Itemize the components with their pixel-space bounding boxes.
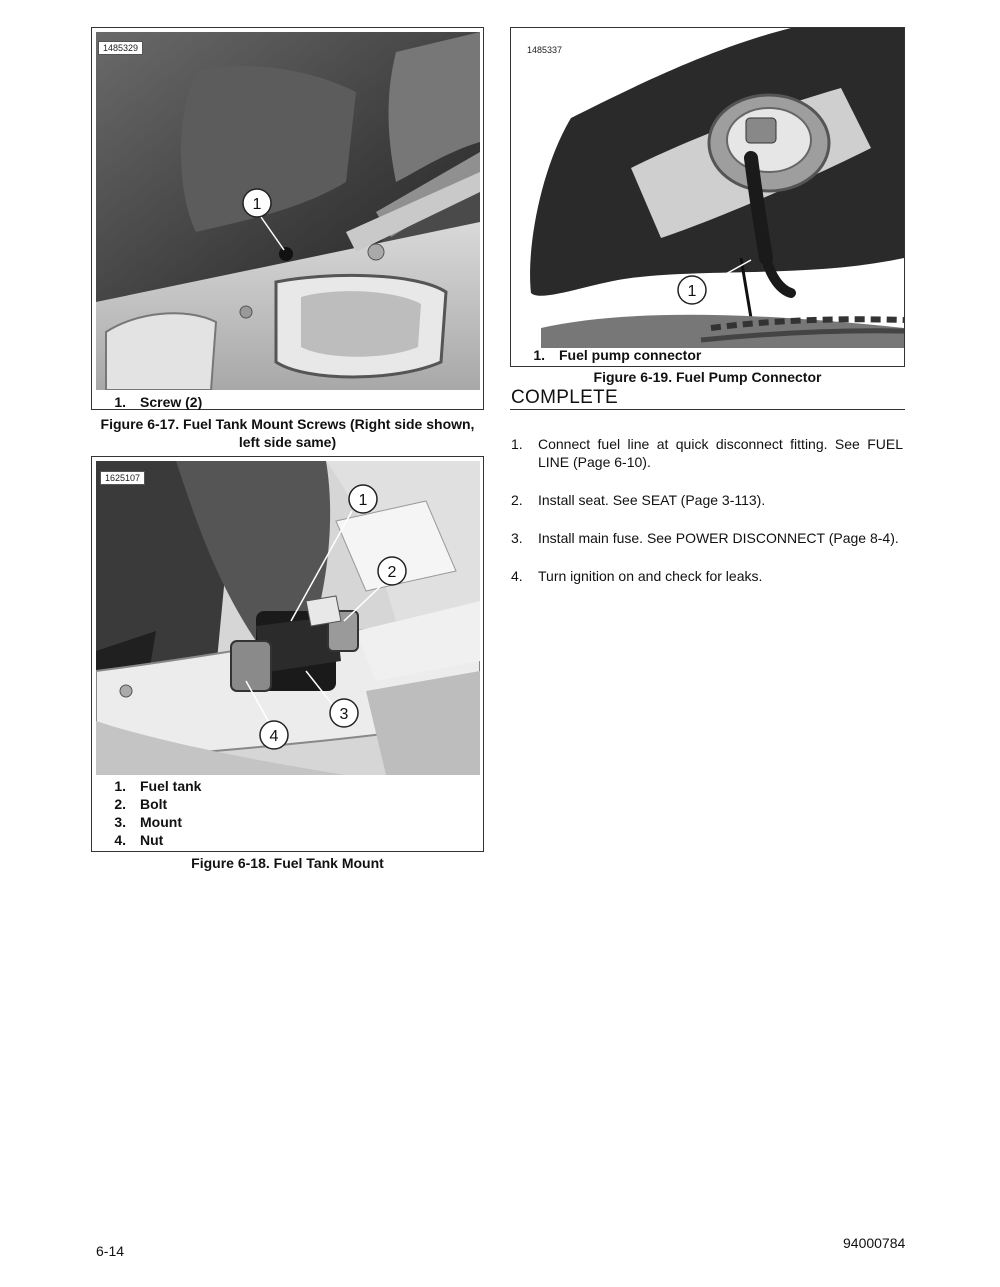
document-number: 94000784 — [843, 1235, 906, 1251]
step-item: 3. Install main fuse. See POWER DISCONNECT (Page 8-4). — [511, 530, 899, 546]
callout-2: 2 — [387, 564, 397, 581]
callout-1: 1 — [252, 196, 262, 213]
figure-6-18 — [91, 456, 484, 852]
figure-legend — [92, 777, 201, 849]
callout-4: 4 — [269, 728, 279, 745]
step-item: 1. Connect fuel line at quick disconnect fitting. See FUEL LINE (Page 6-10). — [511, 436, 903, 470]
figure-6-17-caption: Figure 6-17. Fuel Tank Mount Screws (Right side shown, left side same) — [100, 416, 475, 450]
callout-3: 3 — [339, 706, 349, 723]
legend-item: 4. Nut — [114, 832, 164, 848]
section-rule — [510, 409, 905, 410]
step-item: 2. Install seat. See SEAT (Page 3-113). — [511, 492, 766, 508]
figure-6-17 — [91, 27, 484, 410]
step-item: 4. Turn ignition on and check for leaks. — [511, 568, 763, 584]
fuel-pump-connector-photo — [511, 28, 904, 348]
section-heading: COMPLETE — [511, 387, 618, 408]
figure-legend — [92, 393, 202, 411]
legend-item: 2. Bolt — [114, 796, 168, 812]
fuel-tank-mount-screws-photo — [96, 32, 480, 390]
image-id: 1485337 — [527, 45, 563, 55]
procedure-steps — [511, 435, 903, 605]
legend-item: 1. Fuel pump connector — [533, 347, 702, 363]
figure-6-18-caption: Figure 6-18. Fuel Tank Mount — [191, 855, 384, 871]
fuel-tank-mount-photo — [96, 461, 480, 775]
figure-6-19-caption: Figure 6-19. Fuel Pump Connector — [593, 369, 822, 385]
page-number: 6-14 — [96, 1243, 125, 1259]
legend-item: 1. Screw (2) — [114, 394, 203, 410]
figure-6-19 — [510, 27, 905, 367]
figure-legend — [511, 346, 701, 364]
callout-1: 1 — [358, 492, 368, 509]
image-id: 1485329 — [98, 41, 143, 55]
legend-item: 1. Fuel tank — [114, 778, 202, 794]
legend-item: 3. Mount — [114, 814, 182, 830]
callout-1: 1 — [687, 283, 697, 300]
image-id: 1625107 — [100, 471, 145, 485]
